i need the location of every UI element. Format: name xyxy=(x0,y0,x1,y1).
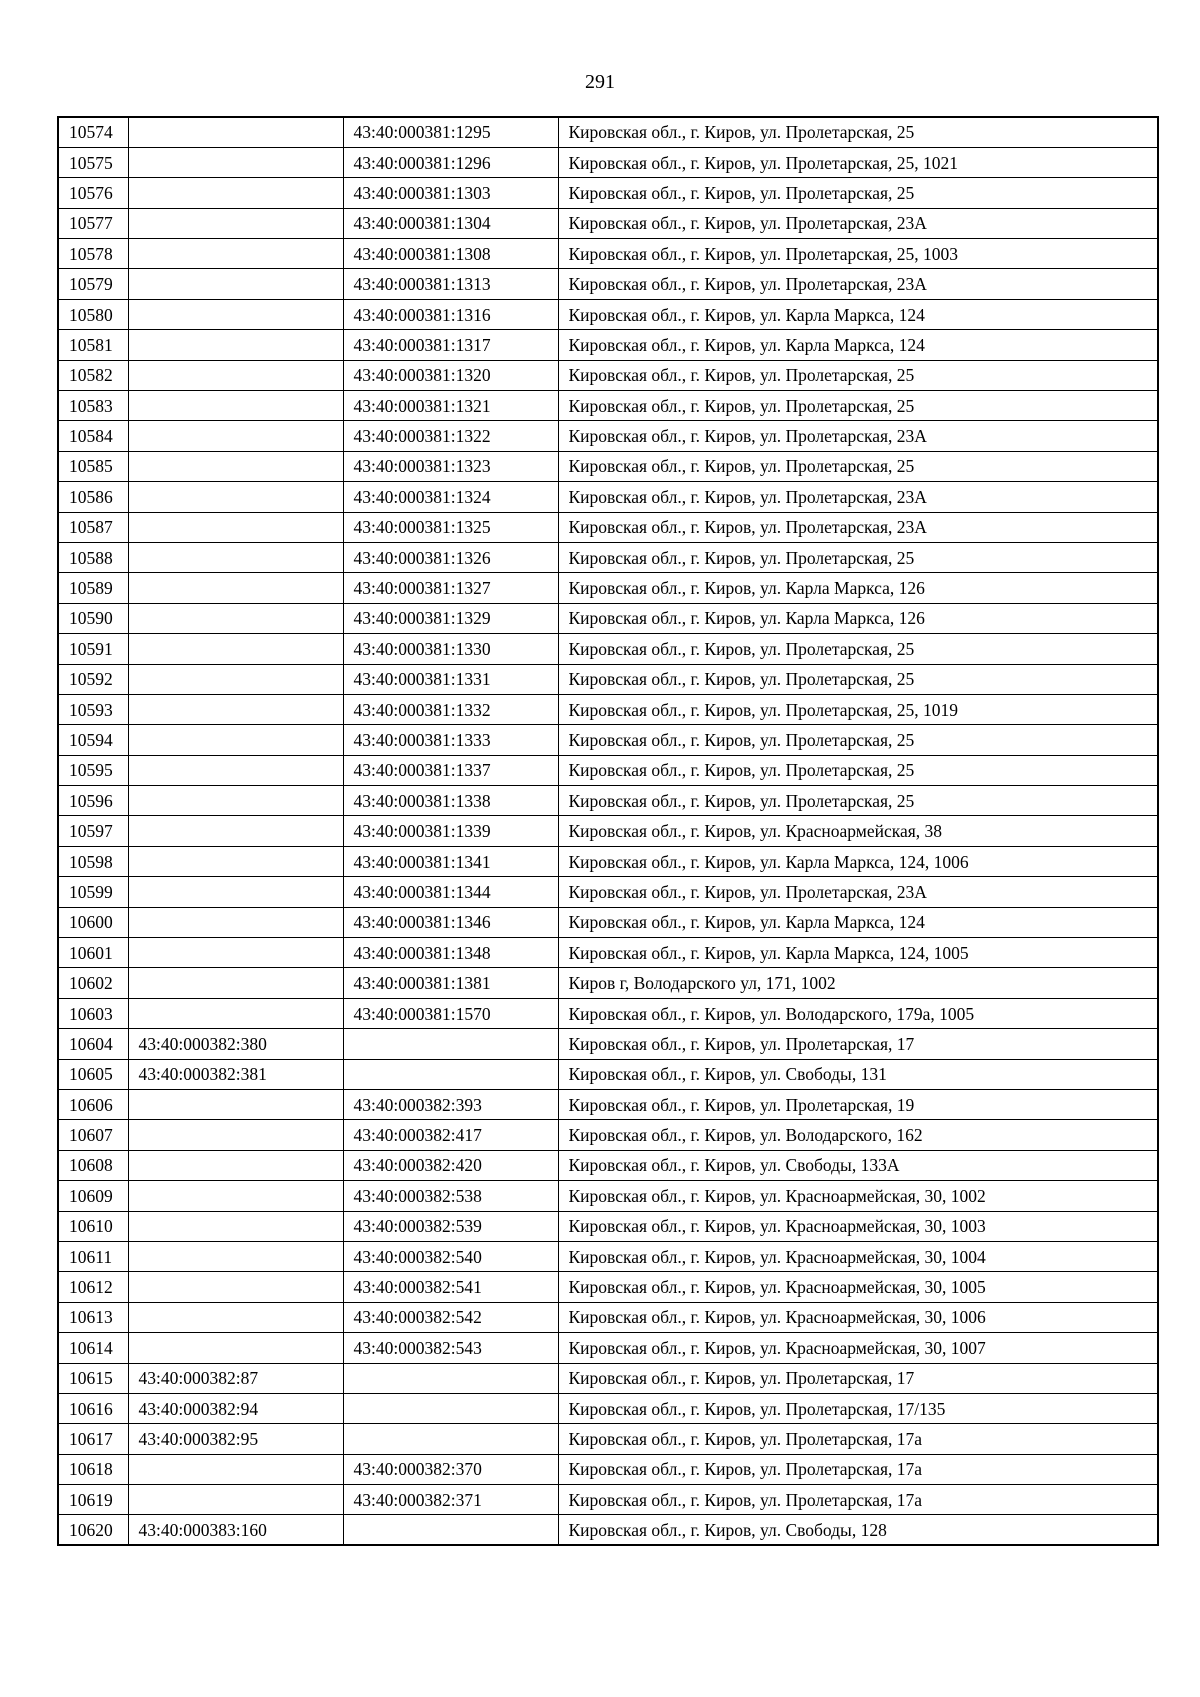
row-number-cell: 10599 xyxy=(58,877,128,907)
address-cell: Кировская обл., г. Киров, ул. Пролетарская, 17а xyxy=(558,1454,1158,1484)
address-cell: Кировская обл., г. Киров, ул. Карла Маркса, 124 xyxy=(558,330,1158,360)
table-row xyxy=(58,634,1158,664)
building-cadastral-number-cell xyxy=(343,1393,558,1423)
row-number-cell: 10574 xyxy=(58,117,128,147)
land-cadastral-number-cell xyxy=(128,482,343,512)
address-cell: Кировская обл., г. Киров, ул. Пролетарская, 25 xyxy=(558,178,1158,208)
table-row xyxy=(58,299,1158,329)
row-number-cell: 10598 xyxy=(58,846,128,876)
row-number-cell: 10581 xyxy=(58,330,128,360)
row-number-cell: 10589 xyxy=(58,573,128,603)
table-row xyxy=(58,1120,1158,1150)
land-cadastral-number-cell xyxy=(128,907,343,937)
building-cadastral-number-cell: 43:40:000382:393 xyxy=(343,1090,558,1120)
land-cadastral-number-cell xyxy=(128,1454,343,1484)
row-number-cell: 10619 xyxy=(58,1485,128,1515)
table-row xyxy=(58,816,1158,846)
row-number-cell: 10614 xyxy=(58,1333,128,1363)
address-cell: Кировская обл., г. Киров, ул. Красноармейская, 30, 1007 xyxy=(558,1333,1158,1363)
address-cell: Кировская обл., г. Киров, ул. Карла Маркса, 124, 1005 xyxy=(558,938,1158,968)
address-cell: Кировская обл., г. Киров, ул. Пролетарская, 25 xyxy=(558,391,1158,421)
land-cadastral-number-cell xyxy=(128,451,343,481)
table-row xyxy=(58,1302,1158,1332)
address-cell: Кировская обл., г. Киров, ул. Красноармейская, 30, 1003 xyxy=(558,1211,1158,1241)
building-cadastral-number-cell: 43:40:000381:1339 xyxy=(343,816,558,846)
building-cadastral-number-cell: 43:40:000381:1304 xyxy=(343,208,558,238)
land-cadastral-number-cell xyxy=(128,1302,343,1332)
building-cadastral-number-cell: 43:40:000381:1329 xyxy=(343,603,558,633)
land-cadastral-number-cell xyxy=(128,816,343,846)
table-row xyxy=(58,1272,1158,1302)
land-cadastral-number-cell: 43:40:000382:94 xyxy=(128,1393,343,1423)
row-number-cell: 10606 xyxy=(58,1090,128,1120)
address-cell: Кировская обл., г. Киров, ул. Карла Маркса, 124 xyxy=(558,299,1158,329)
land-cadastral-number-cell xyxy=(128,1120,343,1150)
row-number-cell: 10590 xyxy=(58,603,128,633)
building-cadastral-number-cell: 43:40:000382:539 xyxy=(343,1211,558,1241)
address-cell: Кировская обл., г. Киров, ул. Карла Маркса, 126 xyxy=(558,603,1158,633)
building-cadastral-number-cell: 43:40:000381:1320 xyxy=(343,360,558,390)
property-registry-table xyxy=(57,116,1159,1546)
building-cadastral-number-cell: 43:40:000382:538 xyxy=(343,1181,558,1211)
address-cell: Кировская обл., г. Киров, ул. Пролетарская, 25 xyxy=(558,542,1158,572)
table-row xyxy=(58,573,1158,603)
address-cell: Кировская обл., г. Киров, ул. Пролетарская, 23А xyxy=(558,482,1158,512)
land-cadastral-number-cell xyxy=(128,269,343,299)
row-number-cell: 10602 xyxy=(58,968,128,998)
row-number-cell: 10610 xyxy=(58,1211,128,1241)
building-cadastral-number-cell: 43:40:000381:1332 xyxy=(343,694,558,724)
row-number-cell: 10596 xyxy=(58,786,128,816)
address-cell: Кировская обл., г. Киров, ул. Карла Маркса, 124, 1006 xyxy=(558,846,1158,876)
land-cadastral-number-cell xyxy=(128,391,343,421)
building-cadastral-number-cell: 43:40:000381:1327 xyxy=(343,573,558,603)
address-cell: Кировская обл., г. Киров, ул. Пролетарская, 25 xyxy=(558,786,1158,816)
land-cadastral-number-cell xyxy=(128,573,343,603)
land-cadastral-number-cell xyxy=(128,1090,343,1120)
land-cadastral-number-cell xyxy=(128,299,343,329)
building-cadastral-number-cell: 43:40:000382:417 xyxy=(343,1120,558,1150)
table-row xyxy=(58,664,1158,694)
row-number-cell: 10597 xyxy=(58,816,128,846)
row-number-cell: 10575 xyxy=(58,147,128,177)
table-row xyxy=(58,269,1158,299)
table-row xyxy=(58,755,1158,785)
row-number-cell: 10579 xyxy=(58,269,128,299)
land-cadastral-number-cell xyxy=(128,755,343,785)
land-cadastral-number-cell: 43:40:000382:380 xyxy=(128,1029,343,1059)
land-cadastral-number-cell xyxy=(128,421,343,451)
table-row xyxy=(58,1424,1158,1454)
row-number-cell: 10613 xyxy=(58,1302,128,1332)
table-row xyxy=(58,786,1158,816)
building-cadastral-number-cell xyxy=(343,1424,558,1454)
building-cadastral-number-cell: 43:40:000381:1348 xyxy=(343,938,558,968)
land-cadastral-number-cell xyxy=(128,1272,343,1302)
table-row xyxy=(58,451,1158,481)
row-number-cell: 10577 xyxy=(58,208,128,238)
address-cell: Кировская обл., г. Киров, ул. Пролетарская, 17 xyxy=(558,1363,1158,1393)
building-cadastral-number-cell: 43:40:000381:1333 xyxy=(343,725,558,755)
row-number-cell: 10603 xyxy=(58,998,128,1028)
land-cadastral-number-cell xyxy=(128,512,343,542)
table-row xyxy=(58,603,1158,633)
land-cadastral-number-cell xyxy=(128,147,343,177)
table-row xyxy=(58,360,1158,390)
land-cadastral-number-cell: 43:40:000382:381 xyxy=(128,1059,343,1089)
row-number-cell: 10586 xyxy=(58,482,128,512)
table-row xyxy=(58,1241,1158,1271)
table-row xyxy=(58,938,1158,968)
land-cadastral-number-cell: 43:40:000382:95 xyxy=(128,1424,343,1454)
address-cell: Кировская обл., г. Киров, ул. Пролетарская, 25, 1003 xyxy=(558,239,1158,269)
address-cell: Кировская обл., г. Киров, ул. Пролетарская, 25 xyxy=(558,360,1158,390)
building-cadastral-number-cell: 43:40:000382:370 xyxy=(343,1454,558,1484)
row-number-cell: 10588 xyxy=(58,542,128,572)
table-body xyxy=(58,117,1158,1545)
land-cadastral-number-cell xyxy=(128,330,343,360)
address-cell: Кировская обл., г. Киров, ул. Пролетарская, 25 xyxy=(558,664,1158,694)
building-cadastral-number-cell: 43:40:000381:1321 xyxy=(343,391,558,421)
building-cadastral-number-cell: 43:40:000382:542 xyxy=(343,1302,558,1332)
table-row xyxy=(58,1363,1158,1393)
land-cadastral-number-cell xyxy=(128,1181,343,1211)
row-number-cell: 10582 xyxy=(58,360,128,390)
table-row xyxy=(58,725,1158,755)
land-cadastral-number-cell xyxy=(128,877,343,907)
table-row xyxy=(58,1090,1158,1120)
land-cadastral-number-cell xyxy=(128,117,343,147)
building-cadastral-number-cell: 43:40:000381:1330 xyxy=(343,634,558,664)
land-cadastral-number-cell xyxy=(128,694,343,724)
table-row xyxy=(58,1181,1158,1211)
building-cadastral-number-cell: 43:40:000382:541 xyxy=(343,1272,558,1302)
page-number: 291 xyxy=(585,71,615,93)
row-number-cell: 10595 xyxy=(58,755,128,785)
table-row xyxy=(58,330,1158,360)
building-cadastral-number-cell: 43:40:000381:1338 xyxy=(343,786,558,816)
row-number-cell: 10608 xyxy=(58,1150,128,1180)
address-cell: Кировская обл., г. Киров, ул. Карла Маркса, 126 xyxy=(558,573,1158,603)
address-cell: Кировская обл., г. Киров, ул. Володарского, 179а, 1005 xyxy=(558,998,1158,1028)
land-cadastral-number-cell xyxy=(128,178,343,208)
address-cell: Кировская обл., г. Киров, ул. Красноармейская, 38 xyxy=(558,816,1158,846)
address-cell: Кировская обл., г. Киров, ул. Свободы, 128 xyxy=(558,1515,1158,1545)
land-cadastral-number-cell xyxy=(128,1241,343,1271)
land-cadastral-number-cell xyxy=(128,938,343,968)
address-cell: Кировская обл., г. Киров, ул. Красноармейская, 30, 1006 xyxy=(558,1302,1158,1332)
row-number-cell: 10604 xyxy=(58,1029,128,1059)
address-cell: Кировская обл., г. Киров, ул. Пролетарская, 17а xyxy=(558,1424,1158,1454)
building-cadastral-number-cell: 43:40:000381:1381 xyxy=(343,968,558,998)
building-cadastral-number-cell: 43:40:000381:1308 xyxy=(343,239,558,269)
land-cadastral-number-cell xyxy=(128,634,343,664)
building-cadastral-number-cell: 43:40:000381:1323 xyxy=(343,451,558,481)
row-number-cell: 10584 xyxy=(58,421,128,451)
row-number-cell: 10605 xyxy=(58,1059,128,1089)
address-cell: Кировская обл., г. Киров, ул. Пролетарская, 25 xyxy=(558,634,1158,664)
land-cadastral-number-cell xyxy=(128,360,343,390)
address-cell: Кировская обл., г. Киров, ул. Пролетарская, 17/135 xyxy=(558,1393,1158,1423)
building-cadastral-number-cell: 43:40:000381:1296 xyxy=(343,147,558,177)
row-number-cell: 10591 xyxy=(58,634,128,664)
table-row xyxy=(58,1393,1158,1423)
building-cadastral-number-cell xyxy=(343,1059,558,1089)
address-cell: Кировская обл., г. Киров, ул. Свободы, 131 xyxy=(558,1059,1158,1089)
building-cadastral-number-cell: 43:40:000382:420 xyxy=(343,1150,558,1180)
address-cell: Кировская обл., г. Киров, ул. Володарского, 162 xyxy=(558,1120,1158,1150)
address-cell: Кировская обл., г. Киров, ул. Пролетарская, 23А xyxy=(558,512,1158,542)
table-row xyxy=(58,694,1158,724)
table-row xyxy=(58,1150,1158,1180)
row-number-cell: 10585 xyxy=(58,451,128,481)
land-cadastral-number-cell xyxy=(128,998,343,1028)
address-cell: Кировская обл., г. Киров, ул. Пролетарская, 23А xyxy=(558,421,1158,451)
building-cadastral-number-cell: 43:40:000381:1344 xyxy=(343,877,558,907)
land-cadastral-number-cell xyxy=(128,664,343,694)
table-row xyxy=(58,147,1158,177)
building-cadastral-number-cell: 43:40:000382:371 xyxy=(343,1485,558,1515)
table-row xyxy=(58,239,1158,269)
row-number-cell: 10620 xyxy=(58,1515,128,1545)
address-cell: Кировская обл., г. Киров, ул. Пролетарская, 25, 1021 xyxy=(558,147,1158,177)
row-number-cell: 10611 xyxy=(58,1241,128,1271)
row-number-cell: 10618 xyxy=(58,1454,128,1484)
building-cadastral-number-cell: 43:40:000381:1326 xyxy=(343,542,558,572)
building-cadastral-number-cell: 43:40:000381:1325 xyxy=(343,512,558,542)
land-cadastral-number-cell xyxy=(128,1485,343,1515)
table-row xyxy=(58,482,1158,512)
address-cell: Кировская обл., г. Киров, ул. Свободы, 133А xyxy=(558,1150,1158,1180)
land-cadastral-number-cell xyxy=(128,239,343,269)
table-row xyxy=(58,117,1158,147)
building-cadastral-number-cell: 43:40:000382:540 xyxy=(343,1241,558,1271)
table-row xyxy=(58,1029,1158,1059)
building-cadastral-number-cell: 43:40:000381:1341 xyxy=(343,846,558,876)
row-number-cell: 10583 xyxy=(58,391,128,421)
table-row xyxy=(58,1059,1158,1089)
building-cadastral-number-cell: 43:40:000381:1324 xyxy=(343,482,558,512)
row-number-cell: 10615 xyxy=(58,1363,128,1393)
land-cadastral-number-cell xyxy=(128,1150,343,1180)
row-number-cell: 10580 xyxy=(58,299,128,329)
address-cell: Кировская обл., г. Киров, ул. Красноармейская, 30, 1002 xyxy=(558,1181,1158,1211)
table-row xyxy=(58,907,1158,937)
building-cadastral-number-cell: 43:40:000381:1303 xyxy=(343,178,558,208)
address-cell: Кировская обл., г. Киров, ул. Красноармейская, 30, 1005 xyxy=(558,1272,1158,1302)
address-cell: Киров г, Володарского ул, 171, 1002 xyxy=(558,968,1158,998)
row-number-cell: 10607 xyxy=(58,1120,128,1150)
land-cadastral-number-cell xyxy=(128,208,343,238)
building-cadastral-number-cell: 43:40:000381:1317 xyxy=(343,330,558,360)
address-cell: Кировская обл., г. Киров, ул. Карла Маркса, 124 xyxy=(558,907,1158,937)
address-cell: Кировская обл., г. Киров, ул. Пролетарская, 23А xyxy=(558,877,1158,907)
land-cadastral-number-cell xyxy=(128,1333,343,1363)
land-cadastral-number-cell xyxy=(128,786,343,816)
table-row xyxy=(58,968,1158,998)
table-row xyxy=(58,512,1158,542)
row-number-cell: 10593 xyxy=(58,694,128,724)
table-row xyxy=(58,1333,1158,1363)
address-cell: Кировская обл., г. Киров, ул. Пролетарская, 25 xyxy=(558,117,1158,147)
table-row xyxy=(58,421,1158,451)
address-cell: Кировская обл., г. Киров, ул. Пролетарская, 17а xyxy=(558,1485,1158,1515)
row-number-cell: 10600 xyxy=(58,907,128,937)
building-cadastral-number-cell xyxy=(343,1363,558,1393)
building-cadastral-number-cell: 43:40:000381:1316 xyxy=(343,299,558,329)
land-cadastral-number-cell xyxy=(128,725,343,755)
address-cell: Кировская обл., г. Киров, ул. Пролетарская, 23А xyxy=(558,208,1158,238)
address-cell: Кировская обл., г. Киров, ул. Пролетарская, 17 xyxy=(558,1029,1158,1059)
table-row xyxy=(58,208,1158,238)
land-cadastral-number-cell xyxy=(128,542,343,572)
table-row xyxy=(58,542,1158,572)
building-cadastral-number-cell xyxy=(343,1515,558,1545)
land-cadastral-number-cell xyxy=(128,846,343,876)
building-cadastral-number-cell: 43:40:000381:1313 xyxy=(343,269,558,299)
building-cadastral-number-cell: 43:40:000382:543 xyxy=(343,1333,558,1363)
address-cell: Кировская обл., г. Киров, ул. Пролетарская, 25 xyxy=(558,451,1158,481)
building-cadastral-number-cell: 43:40:000381:1295 xyxy=(343,117,558,147)
row-number-cell: 10617 xyxy=(58,1424,128,1454)
row-number-cell: 10594 xyxy=(58,725,128,755)
building-cadastral-number-cell: 43:40:000381:1570 xyxy=(343,998,558,1028)
row-number-cell: 10612 xyxy=(58,1272,128,1302)
building-cadastral-number-cell: 43:40:000381:1337 xyxy=(343,755,558,785)
table-row xyxy=(58,1454,1158,1484)
address-cell: Кировская обл., г. Киров, ул. Пролетарская, 25, 1019 xyxy=(558,694,1158,724)
land-cadastral-number-cell: 43:40:000383:160 xyxy=(128,1515,343,1545)
row-number-cell: 10578 xyxy=(58,239,128,269)
table-row xyxy=(58,1211,1158,1241)
table-row xyxy=(58,998,1158,1028)
table-row xyxy=(58,178,1158,208)
row-number-cell: 10601 xyxy=(58,938,128,968)
table-row xyxy=(58,1515,1158,1545)
building-cadastral-number-cell: 43:40:000381:1331 xyxy=(343,664,558,694)
address-cell: Кировская обл., г. Киров, ул. Пролетарская, 25 xyxy=(558,725,1158,755)
table-row xyxy=(58,391,1158,421)
address-cell: Кировская обл., г. Киров, ул. Пролетарская, 23А xyxy=(558,269,1158,299)
building-cadastral-number-cell: 43:40:000381:1322 xyxy=(343,421,558,451)
table-row xyxy=(58,846,1158,876)
building-cadastral-number-cell xyxy=(343,1029,558,1059)
land-cadastral-number-cell xyxy=(128,1211,343,1241)
table-row xyxy=(58,877,1158,907)
row-number-cell: 10592 xyxy=(58,664,128,694)
row-number-cell: 10609 xyxy=(58,1181,128,1211)
row-number-cell: 10616 xyxy=(58,1393,128,1423)
address-cell: Кировская обл., г. Киров, ул. Красноармейская, 30, 1004 xyxy=(558,1241,1158,1271)
table-row xyxy=(58,1485,1158,1515)
address-cell: Кировская обл., г. Киров, ул. Пролетарская, 19 xyxy=(558,1090,1158,1120)
address-cell: Кировская обл., г. Киров, ул. Пролетарская, 25 xyxy=(558,755,1158,785)
land-cadastral-number-cell xyxy=(128,968,343,998)
row-number-cell: 10587 xyxy=(58,512,128,542)
land-cadastral-number-cell: 43:40:000382:87 xyxy=(128,1363,343,1393)
land-cadastral-number-cell xyxy=(128,603,343,633)
building-cadastral-number-cell: 43:40:000381:1346 xyxy=(343,907,558,937)
row-number-cell: 10576 xyxy=(58,178,128,208)
